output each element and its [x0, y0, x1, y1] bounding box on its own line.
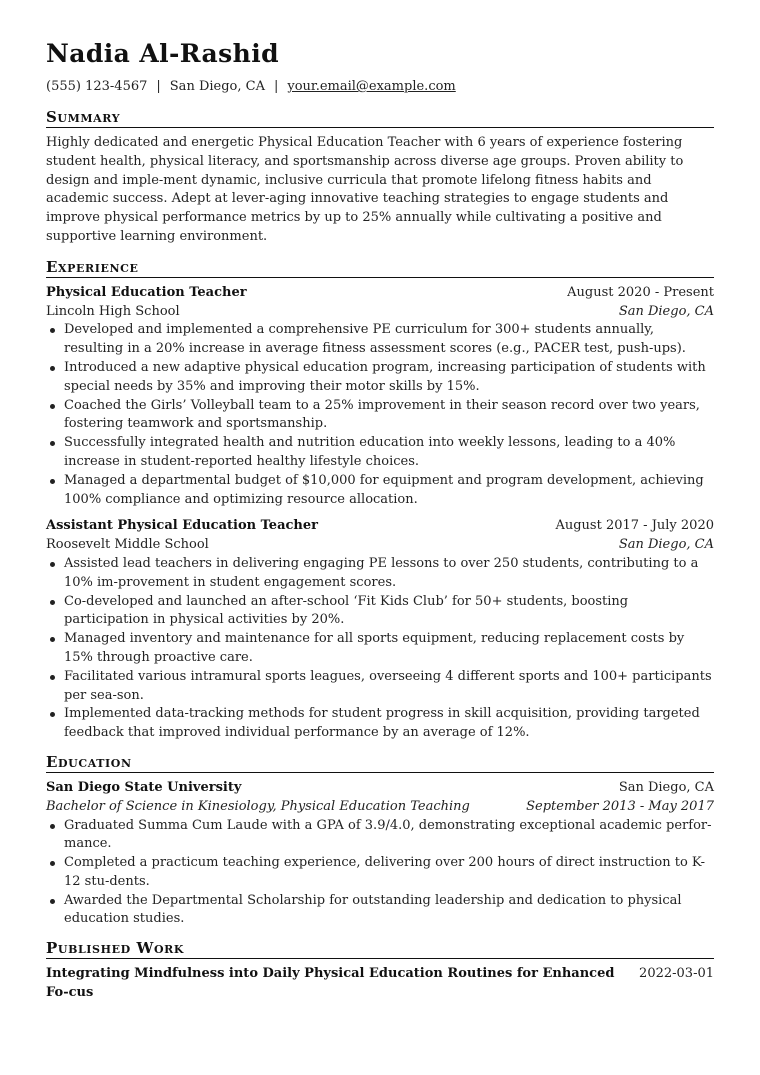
resume-page [46, 38, 714, 1003]
publication-title: Integrating Mindfulness into Daily Physical Education Routines for Enhanced Fo-cus [46, 966, 615, 1001]
job-subheader [46, 303, 714, 322]
school-location: San Diego, CA [618, 779, 714, 795]
section-heading-experience: Experience [46, 258, 714, 278]
list-item: Implemented data-tracking methods for student progress in skill acquisition, providing targeted feedback that improved individual performance by an average of 12%. [46, 705, 714, 743]
list-item: Awarded the Departmental Scholarship for outstanding leadership and dedication to physical education studies. [46, 892, 714, 930]
school-name: San Diego State University [46, 779, 242, 795]
contact-line [46, 78, 714, 96]
publication-date: 2022-03-01 [639, 966, 714, 982]
job-location: San Diego, CA [618, 537, 714, 553]
phone-number: (555) 123-4567 [46, 79, 148, 94]
list-item: Coached the Girls’ Volleyball team to a 25% improvement in their season record over two years, fostering teamwork and sportsmanship. [46, 397, 714, 435]
list-item: Graduated Summa Cum Laude with a GPA of 3.9/4.0, demonstrating exceptional academic perfor-mance. [46, 817, 714, 855]
job-entry [46, 284, 714, 510]
education-header [46, 779, 714, 798]
list-item: Managed inventory and maintenance for all sports equipment, reducing replacement costs by 15% through proactive care. [46, 630, 714, 668]
list-item: Developed and implemented a comprehensive PE curriculum for 300+ students annually, resulting in a 20% increase in average fitness assessment scores (e.g., PACER test, push-ups). [46, 321, 714, 359]
section-heading-summary: Summary [46, 108, 714, 128]
section-heading-published-work: Published Work [46, 939, 714, 959]
job-company: Lincoln High School [46, 303, 180, 319]
list-item: Facilitated various intramural sports leagues, overseeing 4 different sports and 100+ participants per sea-son. [46, 668, 714, 706]
job-company: Roosevelt Middle School [46, 537, 209, 553]
job-header [46, 284, 714, 303]
list-item: Assisted lead teachers in delivering engaging PE lessons to over 250 students, contributing to a 10% im-provement in student engagement scores. [46, 555, 714, 593]
section-heading-education: Education [46, 753, 714, 773]
education-bullets [46, 817, 714, 930]
summary-text: Highly dedicated and energetic Physical Education Teacher with 6 years of experience fostering student health, physical literacy, and sportsmanship across diverse age groups. Proven ability to design and imple-ment dynamic, inclusive curricula that promote lifelong fitness habits and academic success. Adept at lever-aging innovative teaching strategies to engage students and improve physical performance metrics by up to 25% annually while cultivating a positive and supportive learning environment. [46, 135, 684, 244]
job-title: Physical Education Teacher [46, 284, 247, 300]
job-location: San Diego, CA [618, 303, 714, 319]
list-item: Introduced a new adaptive physical education program, increasing participation of students with special needs by 35% and improving their motor skills by 15%. [46, 359, 714, 397]
job-dates: August 2017 - July 2020 [555, 518, 714, 534]
contact-separator: | [273, 79, 279, 94]
list-item: Completed a practicum teaching experience, delivering over 200 hours of direct instruction to K-12 stu-dents. [46, 854, 714, 892]
job-subheader [46, 536, 714, 555]
publication-entry [46, 965, 714, 1003]
location: San Diego, CA [169, 79, 265, 94]
degree: Bachelor of Science in Kinesiology, Physical Education Teaching [46, 798, 470, 814]
job-bullets [46, 555, 714, 743]
list-item: Successfully integrated health and nutrition education into weekly lessons, leading to a 40% increase in student-reported healthy lifestyle choices. [46, 434, 714, 472]
job-bullets [46, 321, 714, 509]
job-header [46, 517, 714, 536]
education-entry [46, 779, 714, 929]
list-item: Managed a departmental budget of $10,000 for equipment and program development, achieving 100% compliance and optimizing resource allocation. [46, 472, 714, 510]
email-link[interactable]: your.email@example.com [287, 79, 456, 94]
list-item: Co-developed and launched an after-school ‘Fit Kids Club’ for 50+ students, boosting participation in physical activities by 20%. [46, 593, 714, 631]
job-title: Assistant Physical Education Teacher [46, 518, 318, 534]
job-entry [46, 517, 714, 743]
education-dates: September 2013 - May 2017 [526, 798, 714, 814]
education-subheader [46, 798, 714, 817]
contact-separator: | [156, 79, 161, 94]
candidate-name: Nadia Al-Rashid [46, 39, 279, 68]
job-dates: August 2020 - Present [567, 284, 714, 300]
